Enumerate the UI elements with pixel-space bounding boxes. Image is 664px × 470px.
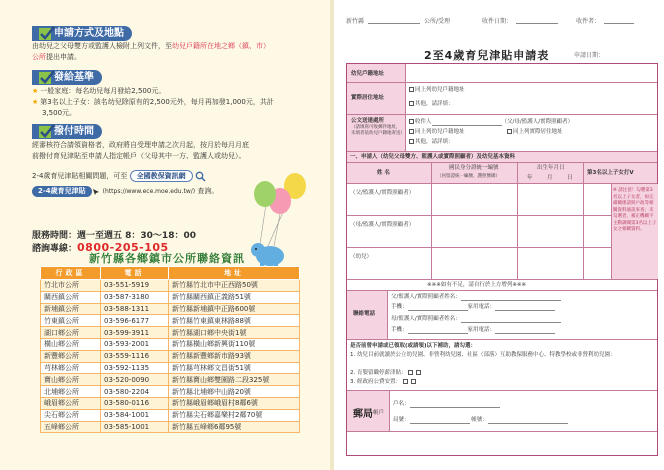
info-line-2: 2-4歲育兒津貼 (https://www.ece.moe.edu.tw/) 查詢。 (32, 186, 218, 197)
cell-district: 尖石鄉公所 (41, 409, 101, 421)
section-title-amount: 發給基準 (32, 70, 102, 85)
table-row (41, 338, 300, 350)
cell-address: 新竹縣新埔鎮中正路600號 (169, 303, 300, 315)
cell-address: 新竹縣竹東鎮東林路88號 (169, 315, 300, 327)
cell-address: 新竹縣五峰鄉6鄰95號 (169, 421, 300, 433)
table-row (41, 386, 300, 398)
cell-address: 新竹縣新豐鄉新市路93號 (169, 350, 300, 362)
section1-title: 一、申請人（幼兒父母雙方、監護人或實際照顧者）及幼兒基本資料 (350, 154, 516, 160)
cell-phone[interactable]: 03-588-1311 (101, 303, 169, 315)
opt-same-child[interactable]: 同上列幼兒戶籍地址 (409, 128, 465, 136)
table-row (41, 421, 300, 433)
opt-same-actual[interactable]: 同上列實際居住地址 (507, 128, 563, 136)
insufficient-note: ※※※如有不足，請自行於上方增列※※※ (427, 282, 527, 288)
role-child: （幼兒） (350, 254, 373, 260)
cell-phone[interactable]: 03-551-5919 (101, 280, 169, 292)
contact-parent[interactable]: 父/監護人/實際照顧者姓名： (391, 293, 561, 301)
cell-district: 北埔鄉公所 (41, 386, 101, 398)
cell-district: 芎林鄉公所 (41, 362, 101, 374)
checkmark-icon (38, 69, 56, 85)
section-title-payment: 撥付時間 (32, 124, 102, 139)
cell-district: 湖口鄉公所 (41, 327, 101, 339)
cell-phone[interactable]: 03-599-3911 (101, 327, 169, 339)
subsidy-pill[interactable]: 2-4歲育兒津貼 (32, 186, 92, 197)
office-directory-table (40, 266, 300, 433)
search-icon (195, 171, 206, 182)
apply-text: 由幼兒之父母雙方或監護人檢附上列文件，至幼兒戶籍所在地之鄉（鎮、市） 公所提出申請。 (32, 42, 270, 61)
table-row (41, 374, 300, 386)
apply-date: 申請日期： (574, 52, 605, 59)
cell-phone[interactable]: 03-592-1135 (101, 362, 169, 374)
cell-phone[interactable]: 03-580-2204 (101, 386, 169, 398)
table-row (41, 350, 300, 362)
amount-text: ★ 一般家庭：每名幼兒每月發給2,500元。 ★ 第3名以上子女：該名幼兒除原有的2,500元外，每月再加發1,000元，共計 3,500元。 (32, 87, 274, 117)
cell-address: 新竹縣關西鎮正義路51號 (169, 291, 300, 303)
hotline: 諮詢專線：0800-205-105 (32, 241, 169, 254)
contact-parent2[interactable]: 母/監護人/實際照顧者姓名： (391, 315, 561, 323)
star-icon: ★ (32, 98, 39, 106)
form-frame: 幼兒戶籍地址 實際居住地址 同上列幼兒戶籍地址 其他，請詳填： 公文送達處所 （請填寫可收郵件地址，未填者依幼兒戶籍地寄送） 收件人 （父/母/監護人/實際照顧者） 同上列幼兒戶籍地址 同上列實際居住地址 其他，請詳填： 一、申請人（幼兒父母雙方、監護人或實際照顧者）及幼兒基本資料 姓 名 國民身分證統一編號 （居留證統一編號、護照號碼） 出生年月日 年 月 日 第3名以上子女打V （父/監護人/實際照顧者） （母/監護人/實際照顧者） （幼兒） ※ 請注意！勾選第3名以上子女者，如完備關係請與戶政等相關資料通訊來查；未勾選者，補正機關不主動調閱第3名以上子女之相關資料。 ※※※如有不足，請自行於上方增列※※※ 聯絡電話 父/監護人/實際照顧者姓名： 手機： 家用電話： 母/監護人/實際照顧者姓名： 手機： 家用電話： 是否前曾申請或已領取(或請領)以下補助，請勾選： 1. 幼兒目前就讀於公立幼兒園、非營利幼兒園、社區（部落）互助教保服務中心、特教學校或非營利幼兒園： 2. 育嬰留職停薪津貼： 3. 經政府公費安置： 郵局 帳戶 戶名： 局號： 帳號： (346, 63, 658, 456)
role-mother: （母/監護人/實際照顧者） (350, 222, 415, 228)
cursor-icon (92, 188, 100, 196)
opt-other-address[interactable]: 其他，請詳填： (409, 100, 454, 108)
cell-address: 新竹縣寶山鄉雙園路二段325號 (169, 374, 300, 386)
col-district: 行政區 (41, 267, 101, 280)
star-icon: ★ (32, 87, 39, 95)
cell-district: 寶山鄉公所 (41, 374, 101, 386)
col-phone: 電話 (101, 267, 169, 280)
opt-same-household[interactable]: 同上列幼兒戶籍地址 (409, 86, 465, 94)
cell-phone[interactable]: 03-520-0090 (101, 374, 169, 386)
cell-phone[interactable]: 03-585-1001 (101, 421, 169, 433)
table-row (41, 291, 300, 303)
table-row (41, 397, 300, 409)
form-title: 2至4歲育兒津貼申請表 (424, 49, 550, 62)
cell-address: 新竹縣芎林鄉文昌街51號 (169, 362, 300, 374)
bank-name[interactable]: 戶名： (393, 400, 500, 408)
hotline-number[interactable]: 0800-205-105 (77, 241, 169, 254)
postal-title: 郵局 (353, 409, 373, 420)
cell-address: 新竹縣北埔鄉中山路20號 (169, 386, 300, 398)
checkmark-icon (38, 123, 56, 139)
cell-address: 新竹縣尖石鄉嘉樂村2鄰70號 (169, 409, 300, 421)
table-row (41, 362, 300, 374)
cell-phone[interactable]: 03-584-1001 (101, 409, 169, 421)
opt-recipient[interactable]: 收件人 （父/母/監護人/實際照顧者） (409, 118, 573, 126)
cell-district: 峨眉鄉公所 (41, 397, 101, 409)
bank-account[interactable]: 局號： 帳號： (393, 416, 568, 424)
cell-address: 新竹縣峨眉鄉峨眉村8鄰6號 (169, 397, 300, 409)
cell-phone[interactable]: 03-593-2001 (101, 338, 169, 350)
q2[interactable]: 2. 育嬰留職停薪津貼： (350, 369, 422, 377)
table-row (41, 327, 300, 339)
info-page (0, 0, 330, 470)
cell-phone[interactable]: 03-559-1116 (101, 350, 169, 362)
cell-district: 關西鎮公所 (41, 291, 101, 303)
cell-district: 橫山鄉公所 (41, 338, 101, 350)
q3[interactable]: 3. 經政府公費安置： (350, 378, 417, 386)
cell-address: 新竹縣竹北市中正西路50號 (169, 280, 300, 292)
cell-district: 五峰鄉公所 (41, 421, 101, 433)
label-household: 幼兒戶籍地址 (351, 71, 385, 77)
site-pill[interactable]: 全國教保資訊網 (130, 170, 193, 182)
directory-title: 新竹縣各鄉鎮市公所聯絡資訊 (89, 252, 245, 265)
col-address: 地址 (169, 267, 300, 280)
payment-text: 經審核符合請領資格者，政府將自受理申請之次月起，按月於每月月底 前撥付育兒津貼至申請人指定帳戶（父母其中一方、監護人或幼兒）。 (32, 141, 249, 160)
opt-other[interactable]: 其他，請詳填： (409, 138, 454, 146)
cell-district: 新埔鎮公所 (41, 303, 101, 315)
application-form-page (334, 0, 664, 470)
cell-phone[interactable]: 03-596-6177 (101, 315, 169, 327)
form-header: 新竹縣 公所/受理 收件日期： 收件者： (346, 16, 656, 25)
table-row (41, 409, 300, 421)
checkmark-icon (38, 25, 56, 41)
cell-phone[interactable]: 03-587-3180 (101, 291, 169, 303)
url-link[interactable]: (https://www.ece.moe.edu.tw/) (102, 188, 196, 195)
cell-address: 新竹縣橫山鄉新興街110號 (169, 338, 300, 350)
table-row (41, 315, 300, 327)
role-father: （父/監護人/實際照顧者） (350, 190, 415, 196)
cell-district: 竹北市公所 (41, 280, 101, 292)
table-row (41, 303, 300, 315)
service-hours: 服務時間：週一至週五 8：30～18：00 (32, 231, 196, 241)
third-child-note: ※ 請注意！勾選第3名以上子女者，如完備關係請與戶政等相關資料通訊來查；未勾選者，補正機關不主動調閱第3名以上子女之相關資料。 (613, 188, 657, 232)
section-title-apply: 申請方式及地點 (32, 26, 132, 41)
cell-phone[interactable]: 03-580-0116 (101, 397, 169, 409)
table-row (41, 280, 300, 292)
cell-district: 竹東鎮公所 (41, 315, 101, 327)
cell-address: 新竹縣湖口鄉中央街1號 (169, 327, 300, 339)
info-line: 2-4歲育兒津貼相關問題，可至 全國教保資訊網 (32, 170, 206, 182)
cell-district: 新豐鄉公所 (41, 350, 101, 362)
